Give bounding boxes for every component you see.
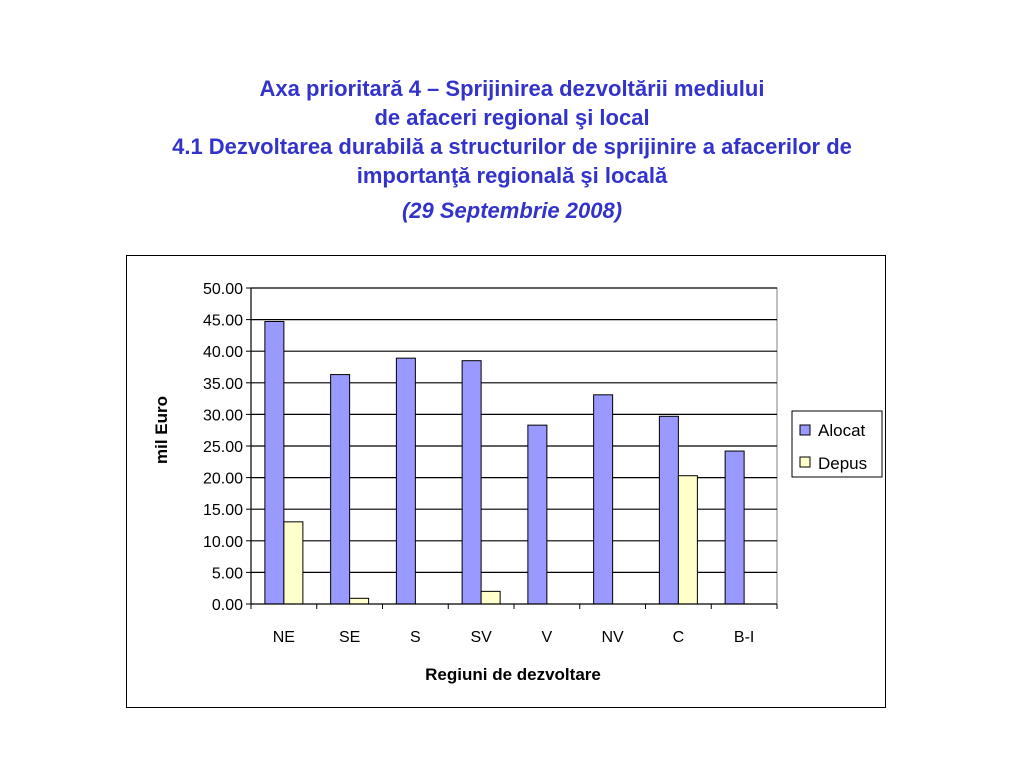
bar-depus-c — [678, 476, 697, 604]
legend-label-alocat: Alocat — [818, 421, 866, 440]
x-axis-title: Regiuni de dezvoltare — [425, 665, 601, 684]
bar-alocat-sv — [462, 361, 481, 604]
y-tick-label: 30.00 — [202, 407, 243, 425]
x-tick-label: SE — [338, 629, 361, 646]
bar-alocat-s — [396, 358, 415, 604]
heading-line-4: importanţă regională şi locală — [356, 163, 668, 188]
bar-chart — [127, 256, 884, 706]
bar-alocat-ne — [265, 321, 284, 604]
slide-heading — [0, 74, 1024, 225]
y-tick-label: 20.00 — [202, 470, 243, 488]
y-tick-label: 0.00 — [211, 597, 243, 614]
y-tick-label: 5.00 — [211, 565, 243, 583]
legend-swatch-alocat — [800, 425, 810, 435]
gridlines — [251, 288, 777, 604]
bar-alocat-c — [659, 416, 678, 604]
y-tick-label: 35.00 — [202, 375, 243, 393]
bar-depus-sv — [481, 591, 500, 604]
y-tick-label: 40.00 — [202, 344, 243, 362]
x-tick-label: SV — [470, 629, 492, 646]
bar-alocat-v — [528, 425, 547, 604]
bar-depus-ne — [284, 522, 303, 604]
legend-swatch-depus — [800, 457, 810, 467]
bar-alocat-b-i — [725, 451, 744, 604]
y-tick-label: 45.00 — [202, 312, 243, 330]
legend — [792, 411, 882, 477]
heading-line-3: 4.1 Dezvoltarea durabilă a structurilor de sprijinire a afacerilor de — [172, 134, 852, 159]
heading-date: (29 Septembrie 2008) — [401, 198, 623, 223]
x-tick-label: C — [672, 629, 685, 646]
y-tick-label: 25.00 — [202, 439, 243, 456]
bar-depus-se — [350, 598, 369, 604]
legend-label-depus: Depus — [818, 454, 868, 473]
x-tick-label: NE — [272, 629, 295, 646]
x-tick-label: NV — [601, 629, 624, 646]
heading-line-2: de afaceri regional şi local — [374, 105, 650, 130]
y-tick-label: 10.00 — [202, 533, 243, 551]
bar-alocat-se — [331, 375, 350, 604]
y-axis-title: mil Euro — [152, 395, 171, 465]
x-tick-label: V — [541, 629, 553, 646]
y-tick-label: 50.00 — [202, 281, 243, 298]
chart-frame — [126, 255, 886, 708]
heading-line-1: Axa prioritară 4 – Sprijinirea dezvoltării mediului — [259, 76, 765, 101]
x-tick-label: B-I — [733, 629, 755, 646]
bar-alocat-nv — [594, 395, 613, 604]
x-tick-label: S — [410, 629, 421, 646]
y-tick-label: 15.00 — [202, 502, 243, 520]
